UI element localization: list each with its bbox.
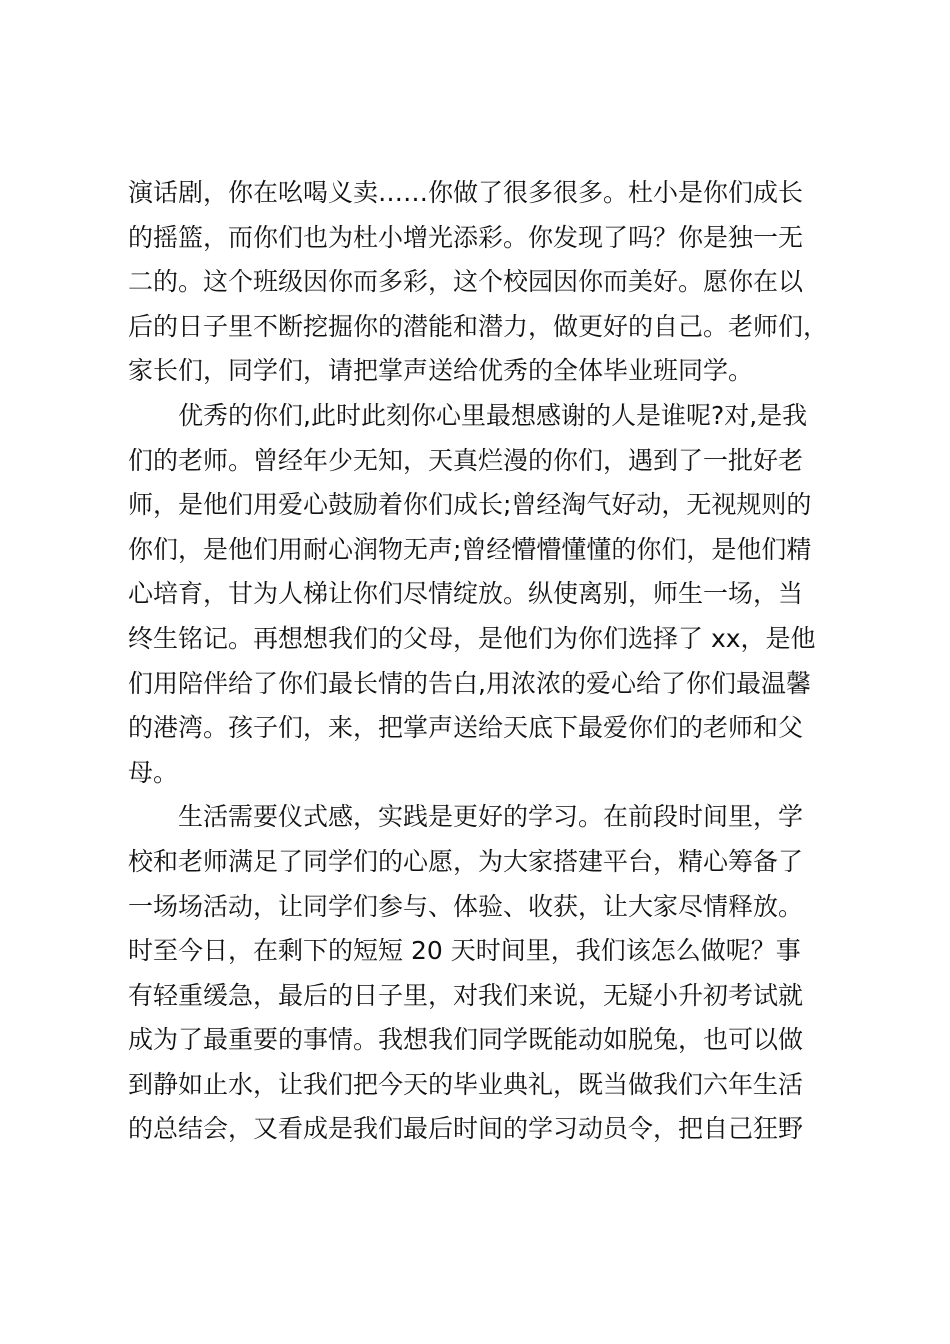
paragraph-3 xyxy=(128,795,840,1152)
text-line: 优秀的你们,此时此刻你心里最想感谢的人是谁呢?对,是我 xyxy=(178,400,808,430)
text-line: 生活需要仪式感，实践是更好的学习。在前段时间里，学 xyxy=(178,802,804,832)
text-line: 们用陪伴给了你们最长情的告白,用浓浓的爱心给了你们最温馨 xyxy=(128,668,811,698)
text-line: 后的日子里不断挖掘你的潜能和潜力，做更好的自己。老师们， xyxy=(128,311,829,341)
text-line: 家长们，同学们，请把掌声送给优秀的全体毕业班同学。 xyxy=(128,356,754,386)
text-line: 一场场活动，让同学们参与、体验、收获，让大家尽情释放。 xyxy=(128,891,804,921)
text-line: 的港湾。孩子们，来，把掌声送给天底下最爱你们的老师和父 xyxy=(128,713,804,743)
text-line: 时至今日，在剩下的短短 20 天时间里，我们该怎么做呢？事 xyxy=(128,936,801,966)
text-line: 师，是他们用爱心鼓励着你们成长;曾经淘气好动，无视规则的 xyxy=(128,490,812,520)
text-line: 演话剧，你在吆喝义卖……你做了很多很多。杜小是你们成长 xyxy=(128,178,804,207)
text-line: 的总结会，又看成是我们最后时间的学习动员令，把自己狂野 xyxy=(128,1114,804,1144)
text-line: 到静如止水，让我们把今天的毕业典礼，既当做我们六年生活 xyxy=(128,1069,804,1099)
text-line: 母。 xyxy=(128,757,179,787)
text-line: 二的。这个班级因你而多彩，这个校园因你而美好。愿你在以 xyxy=(128,267,804,297)
text-line: 有轻重缓急，最后的日子里，对我们来说，无疑小升初考试就 xyxy=(128,980,804,1010)
text-line: 你们，是他们用耐心润物无声;曾经懵懵懂懂的你们，是他们精 xyxy=(128,534,812,564)
text-line: 终生铭记。再想想我们的父母，是他们为你们选择了 xx，是他 xyxy=(128,623,816,653)
text-line: 心培育，甘为人梯让你们尽情绽放。纵使离别，师生一场，当 xyxy=(128,579,804,609)
text-line: 们的老师。曾经年少无知，天真烂漫的你们，遇到了一批好老 xyxy=(128,445,804,475)
text-line: 校和老师满足了同学们的心愿，为大家搭建平台，精心筹备了 xyxy=(128,846,804,876)
text-line: 成为了最重要的事情。我想我们同学既能动如脱兔，也可以做 xyxy=(128,1025,804,1055)
paragraph-2 xyxy=(128,394,840,795)
paragraph-1 xyxy=(128,171,840,394)
document-body xyxy=(128,171,840,1152)
text-line: 的摇篮，而你们也为杜小增光添彩。你发现了吗？你是独一无 xyxy=(128,222,804,252)
